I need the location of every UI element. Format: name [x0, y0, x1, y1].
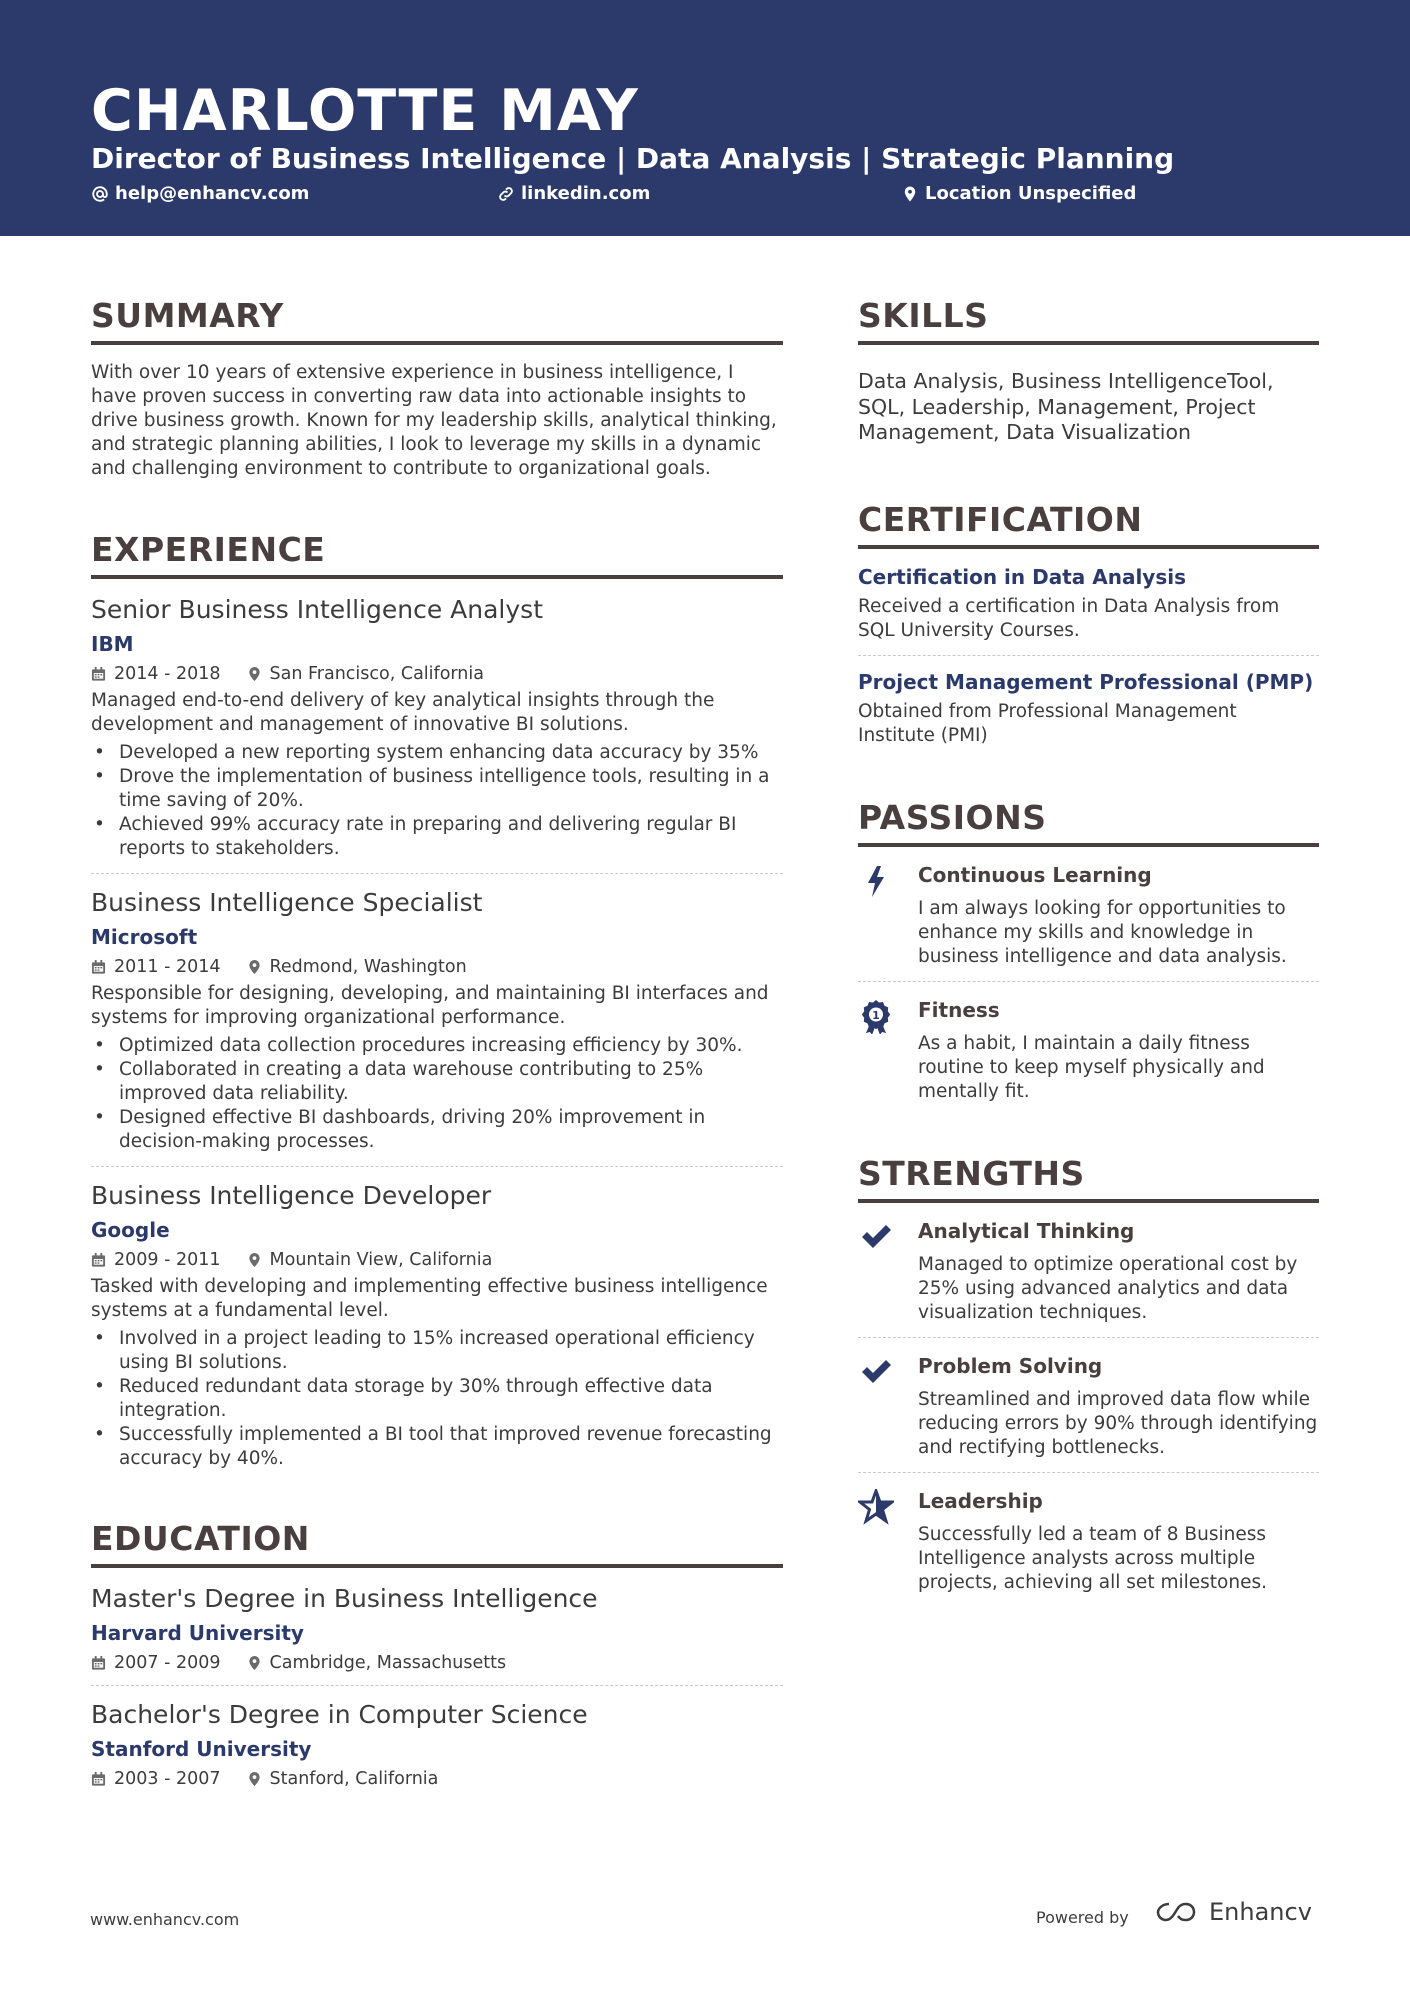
entry-divider — [858, 1337, 1319, 1338]
strength-entry — [858, 1219, 1319, 1325]
medal-icon — [858, 998, 894, 1034]
linkedin-text: linkedin.com — [521, 183, 651, 204]
entry-divider — [91, 1166, 783, 1167]
strength-title: Problem Solving — [918, 1353, 1103, 1378]
job-description: Tasked with developing and implementing effective business intelligence systems at a fundamental level. — [91, 1276, 768, 1321]
job-bullet: • Designed effective BI dashboards, driving 20% improvement in decision-making processes. — [91, 1106, 783, 1154]
passion-entry — [858, 863, 1319, 969]
certification-title: Certification in Data Analysis — [858, 564, 1186, 589]
job-bullets — [91, 1034, 783, 1154]
enhancv-brand-text: Enhancv — [1209, 1898, 1312, 1926]
degree-title: Bachelor's Degree in Computer Science — [91, 1700, 588, 1729]
job-bullet: • Drove the implementation of business intelligence tools, resulting in a time saving of 20%. — [91, 765, 783, 813]
location-contact — [901, 183, 1136, 204]
company-name: Google — [91, 1218, 170, 1242]
entry-divider — [91, 873, 783, 874]
passion-title: Fitness — [918, 997, 1000, 1022]
job-title: Business Intelligence Specialist — [91, 888, 483, 917]
job-description: Managed end-to-end delivery of key analytical insights through the development and management of innovative BI solutions. — [91, 690, 715, 735]
experience-heading: EXPERIENCE — [91, 530, 783, 579]
strength-title: Leadership — [918, 1488, 1043, 1513]
email-text: help@enhancv.com — [115, 183, 310, 204]
calendar-icon — [91, 1655, 106, 1671]
degree-title: Master's Degree in Business Intelligence — [91, 1584, 598, 1613]
passion-entry — [858, 998, 1319, 1104]
candidate-name: CHARLOTTE MAY — [91, 78, 639, 144]
strengths-heading: STRENGTHS — [858, 1154, 1319, 1203]
summary-text: With over 10 years of extensive experience in business intelligence, I have proven success in converting raw data into actionable insights to drive business growth. Known for my leadership skills, analytical thinking, and strategic planning abilities, I look to leverage my skills in a dynamic and challenging environment to contribute to organizational goals. — [91, 362, 777, 479]
strength-title: Analytical Thinking — [918, 1218, 1135, 1243]
powered-by-label: Powered by — [1036, 1908, 1129, 1927]
strength-description: Streamlined and improved data flow while reducing errors by 90% through identifying and rectifying bottlenecks. — [918, 1388, 1318, 1458]
skills-heading: SKILLS — [858, 296, 1319, 345]
strength-entry — [858, 1354, 1319, 1460]
education-entry — [91, 1584, 783, 1673]
job-meta — [91, 957, 783, 977]
education-entry — [91, 1700, 783, 1789]
at-icon — [91, 185, 109, 203]
header-banner — [0, 0, 1410, 236]
left-column — [91, 296, 783, 1789]
education-dates: 2007 - 2009 — [91, 1653, 221, 1673]
education-location: Stanford, California — [247, 1769, 439, 1789]
job-location: Redmond, Washington — [247, 957, 467, 977]
job-title: Business Intelligence Developer — [91, 1181, 492, 1210]
entry-divider — [858, 655, 1319, 656]
job-bullet: • Reduced redundant data storage by 30% through effective data integration. — [91, 1375, 783, 1423]
school-name: Harvard University — [91, 1621, 304, 1645]
job-title: Senior Business Intelligence Analyst — [91, 595, 543, 624]
location-pin-icon — [247, 666, 262, 682]
experience-entry — [91, 888, 783, 1154]
location-pin-icon — [247, 959, 262, 975]
job-meta — [91, 664, 783, 684]
job-bullet: • Involved in a project leading to 15% increased operational efficiency using BI solutions. — [91, 1327, 783, 1375]
svg-text:1: 1 — [872, 1008, 880, 1022]
passion-icon-box — [858, 998, 918, 1104]
summary-heading: SUMMARY — [91, 296, 783, 345]
enhancv-logo-icon — [1155, 1899, 1201, 1925]
star-icon — [858, 1489, 894, 1525]
entry-divider — [858, 1472, 1319, 1473]
footer-url[interactable]: www.enhancv.com — [90, 1910, 240, 1929]
location-text: Location Unspecified — [925, 183, 1137, 204]
job-description: Responsible for designing, developing, and maintaining BI interfaces and systems for improving organizational performance. — [91, 983, 769, 1028]
job-dates: 2011 - 2014 — [91, 957, 221, 977]
job-bullet: • Developed a new reporting system enhancing data accuracy by 35% — [91, 741, 783, 765]
strength-description: Managed to optimize operational cost by 25% using advanced analytics and data visualization techniques. — [918, 1253, 1298, 1323]
certification-entry — [858, 670, 1319, 748]
certification-entry — [858, 565, 1319, 643]
candidate-title: Director of Business Intelligence | Data Analysis | Strategic Planning — [91, 142, 1175, 175]
location-pin-icon — [901, 185, 919, 203]
education-meta — [91, 1769, 783, 1789]
job-dates: 2009 - 2011 — [91, 1250, 221, 1270]
company-name: IBM — [91, 632, 134, 656]
experience-entry — [91, 1181, 783, 1471]
job-location: San Francisco, California — [247, 664, 484, 684]
certification-description: Received a certification in Data Analysis from SQL University Courses. — [858, 595, 1280, 641]
strength-entry — [858, 1489, 1319, 1595]
certification-heading: CERTIFICATION — [858, 500, 1319, 549]
passion-icon-box — [858, 863, 918, 969]
skills-text: Data Analysis, Business IntelligenceTool, SQL, Leadership, Management, Project Management, Data Visualization — [858, 369, 1274, 444]
entry-divider — [91, 1685, 783, 1686]
right-column — [858, 296, 1319, 1595]
location-pin-icon — [247, 1771, 262, 1787]
linkedin-contact[interactable] — [497, 183, 650, 204]
passion-title: Continuous Learning — [918, 862, 1152, 887]
job-bullets — [91, 1327, 783, 1471]
job-meta — [91, 1250, 783, 1270]
strength-icon-box — [858, 1219, 918, 1325]
location-pin-icon — [247, 1655, 262, 1671]
passions-heading: PASSIONS — [858, 798, 1319, 847]
entry-divider — [858, 981, 1319, 982]
passion-description: As a habit, I maintain a daily fitness routine to keep myself physically and mentally fit. — [918, 1032, 1265, 1102]
job-bullet: • Optimized data collection procedures increasing efficiency by 30%. — [91, 1034, 783, 1058]
strength-icon-box — [858, 1489, 918, 1595]
calendar-icon — [91, 1252, 106, 1268]
calendar-icon — [91, 959, 106, 975]
calendar-icon — [91, 1771, 106, 1787]
passion-description: I am always looking for opportunities to enhance my skills and knowledge in business intelligence and data analysis. — [918, 897, 1287, 967]
experience-entry — [91, 595, 783, 861]
strength-description: Successfully led a team of 8 Business Intelligence analysts across multiple projects, achieving all set milestones. — [918, 1523, 1267, 1593]
link-icon — [497, 185, 515, 203]
certification-description: Obtained from Professional Management Institute (PMI) — [858, 700, 1237, 746]
checkmark-icon — [858, 1354, 894, 1390]
education-heading: EDUCATION — [91, 1519, 783, 1568]
job-bullets — [91, 741, 783, 861]
education-location: Cambridge, Massachusetts — [247, 1653, 507, 1673]
education-meta — [91, 1653, 783, 1673]
job-location: Mountain View, California — [247, 1250, 493, 1270]
strength-icon-box — [858, 1354, 918, 1460]
enhancv-logo[interactable] — [1155, 1898, 1312, 1926]
job-bullet: • Achieved 99% accuracy rate in preparing and delivering regular BI reports to stakeholders. — [91, 813, 783, 861]
company-name: Microsoft — [91, 925, 198, 949]
school-name: Stanford University — [91, 1737, 312, 1761]
education-dates: 2003 - 2007 — [91, 1769, 221, 1789]
calendar-icon — [91, 666, 106, 682]
checkmark-icon — [858, 1219, 894, 1255]
job-bullet: • Collaborated in creating a data warehouse contributing to 25% improved data reliability. — [91, 1058, 783, 1106]
certification-title: Project Management Professional (PMP) — [858, 669, 1314, 694]
location-pin-icon — [247, 1252, 262, 1268]
email-contact[interactable] — [91, 183, 309, 204]
job-bullet: • Successfully implemented a BI tool that improved revenue forecasting accuracy by 40%. — [91, 1423, 783, 1471]
job-dates: 2014 - 2018 — [91, 664, 221, 684]
lightning-icon — [858, 863, 894, 899]
